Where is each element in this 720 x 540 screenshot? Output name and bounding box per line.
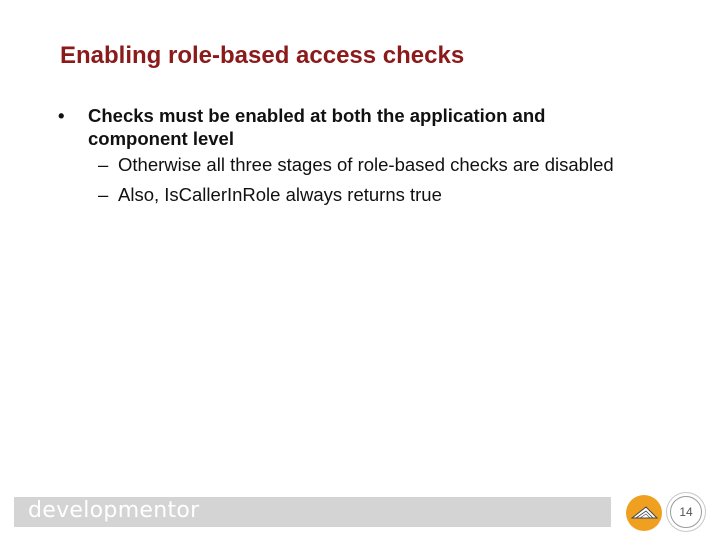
footer-bar [14,497,611,527]
page-number: 14 [670,496,702,528]
sub-bullet-item [58,180,698,210]
sub-bullet-item [58,150,698,180]
slide-title: Enabling role-based access checks [60,42,465,69]
bullet-marker: • [58,105,65,126]
bullet-text-line-1: Checks must be enabled at both the application and [88,105,546,126]
sub-bullet-text: Otherwise all three stages of role-based checks are disabled [118,154,614,175]
sub-bullet-text: Also, IsCallerInRole always returns true [118,184,442,205]
brand-wordmark: developmentor [28,498,200,523]
developmentor-logo-icon [624,493,664,533]
bullet-text-line-2: component level [88,128,234,149]
sub-bullet-marker: – [98,184,109,205]
sub-bullet-marker: – [98,154,109,175]
slide-content [58,104,698,210]
bullet-item [58,104,698,150]
